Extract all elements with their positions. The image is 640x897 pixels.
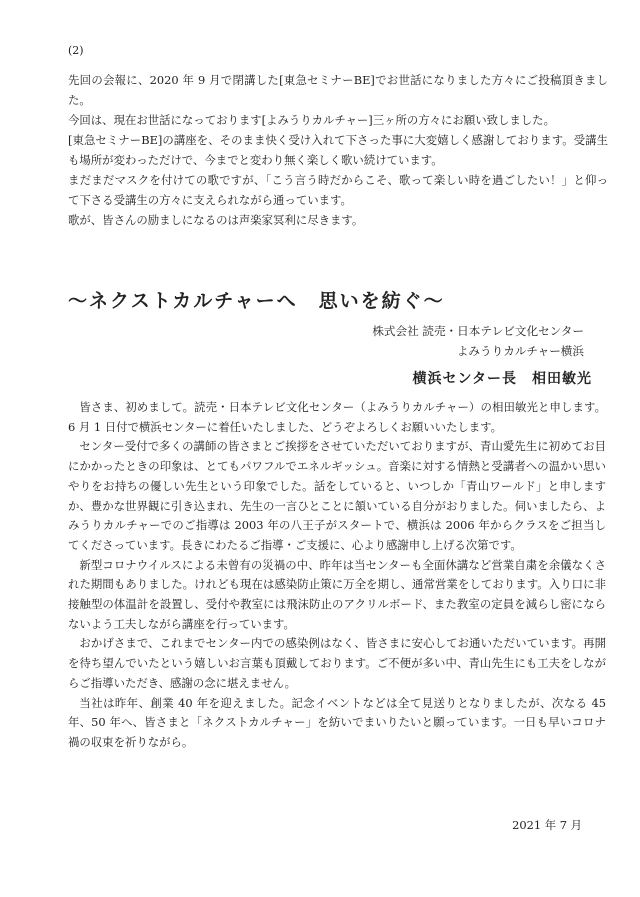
intro-paragraph: 今回は、現在お世話になっております[よみうりカルチャー]三ヶ所の方々にお願い致しました。 — [68, 113, 555, 127]
page-number: (2) — [68, 44, 84, 57]
author-name: 横浜センター長 相田敏光 — [412, 371, 592, 387]
intro-paragraph: まだまだマスクを付けての歌ですが、「こう言う時だからこそ、歌って楽しい時を過ごしたい！」と仰って下さる受講生の方々に支えられながら通っています。 — [68, 173, 608, 207]
article-paragraph: 新型コロナウイルスによる未曾有の災禍の中、昨年は当センターも全面休講など営業自粛を余儀なくされた期間もありました。けれども現在は感染防止策に万全を期し、通常営業をしております。入り口に非接触型の体温計を設置し、受付や教室には飛沫防止のアクリルボード、また教室の定員を減らし密にならないよう工夫しながら講座を行っています。 — [68, 557, 606, 631]
article-paragraph: センター受付で多くの講師の皆さまとご挨拶をさせていただいておりますが、青山愛先生に初めてお目にかかったときの印象は、とてもパワフルでエネルギッシュ。音楽に対する情熱と受講者への温かい思いやりをお持ちの優しい先生という印象でした。話をしていると、いつしか「青山ワールド」と申しますか、豊かな世界観に引き込まれ、先生の一言ひとことに頷いている自分がおりました。伺いましたら、よみうりカルチャーでのご指導は 2003 年の八王子がスタートで、横浜は 2006 年からクラスをご担当してくださっています。長きにわたるご指導・ご支援に、心より感謝申し上げる次第です。 — [68, 439, 606, 552]
article-paragraph: おかげさまで、これまでセンター内での感染例はなく、皆さまに安心してお通いただいています。再開を待ち望んでいたという嬉しいお言葉も頂戴しております。ご不便が多い中、青山先生にも工夫をしながらご指導いただき、感謝の念に堪えません。 — [68, 636, 606, 690]
company-block — [372, 321, 584, 361]
company-branch: よみうりカルチャー横浜 — [456, 344, 584, 358]
article-paragraph: 皆さま、初めまして。読売・日本テレビ文化センター（よみうりカルチャー）の相田敏光と申します。6 月 1 日付で横浜センターに着任いたしました、どうぞよろしくお願いいたします。 — [68, 400, 606, 434]
intro-paragraph: 先回の会報に、2020 年 9 月で閉講した[東急セミナーBE]でお世話になりました方々にご投稿頂きました。 — [68, 73, 608, 107]
intro-paragraph: [東急セミナーBE]の講座を、そのまま快く受け入れて下さった事に大変嬉しく感謝しております。受講生も場所が変わっただけで、今までと変わり無く楽しく歌い続けています。 — [68, 133, 608, 167]
article-paragraph: 当社は昨年、創業 40 年を迎えました。記念イベントなどは全て見送りとなりましたが、次なる 45 年、50 年へ、皆さまと「ネクストカルチャー」を紡いでまいりたいと願っています。一日も早いコロナ禍の収束を祈りながら。 — [68, 695, 606, 749]
company-name: 株式会社 読売・日本テレビ文化センター — [372, 324, 584, 338]
intro-section — [68, 70, 608, 230]
intro-paragraph: 歌が、皆さんの励ましになるのは声楽家冥利に尽きます。 — [68, 213, 364, 227]
article-title: ～ネクストカルチャーへ 思いを紡ぐ～ — [68, 290, 445, 312]
article-date: 2021 年 7 月 — [512, 818, 582, 832]
article-body — [68, 398, 606, 753]
